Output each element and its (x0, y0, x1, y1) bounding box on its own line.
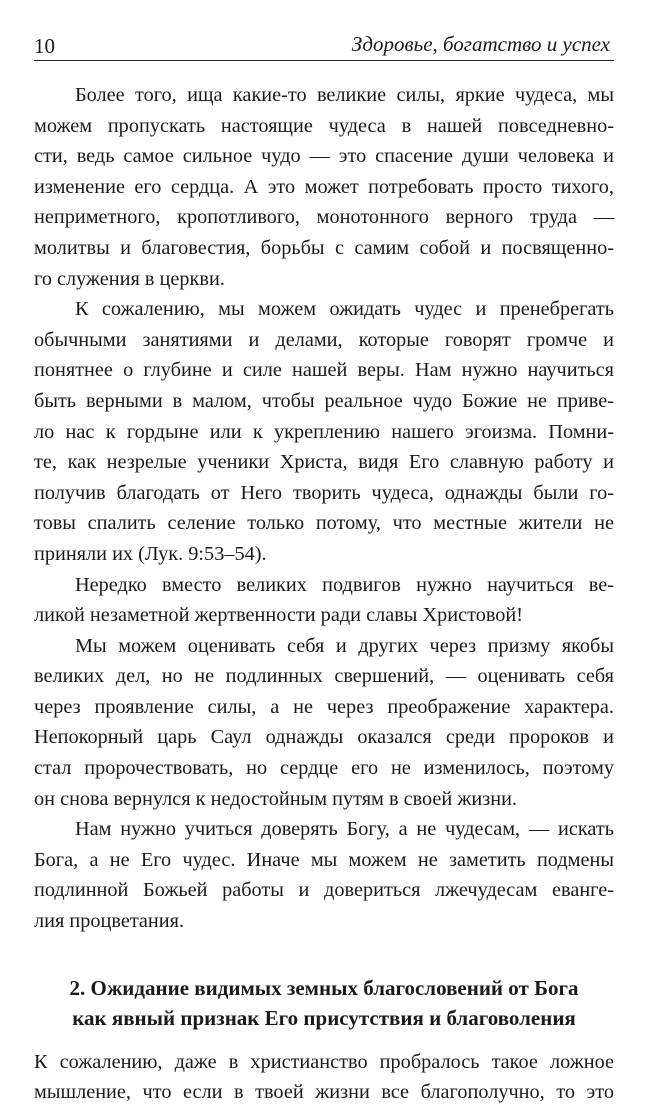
text-line: стал пророчествовать, но сердце его не изменилось, поэтому (34, 757, 614, 780)
section-heading (34, 973, 614, 1033)
text-line: обычными занятиями и делами, которые говорят громче и (34, 328, 614, 351)
text-line: те, как незрелые ученики Христа, видя Его славную работу и (34, 451, 614, 474)
page-body (34, 80, 614, 1108)
text-line: изменение его сердца. А это может потребовать просто тихого, (34, 175, 614, 198)
page-header (34, 28, 614, 58)
text-line: К сожалению, даже в христианство пробралось такое ложное (34, 1050, 614, 1073)
text-line: Более того, ища какие-то великие силы, яркие чудеса, мы (75, 84, 614, 106)
text-line: он снова вернулся к недостойным путям в своей жизни. (34, 787, 517, 810)
paragraph-1 (34, 80, 614, 294)
section-heading-line: как явный признак Его присутствия и благоволения (72, 1005, 576, 1030)
paragraph-4 (34, 631, 614, 815)
text-line: великих дел, но не подлинных свершений, — оценивать себя (34, 665, 614, 688)
text-line: лия процветания. (34, 910, 185, 933)
text-line: быть верными в малом, чтобы реальное чудо Божие не приве- (34, 389, 614, 412)
text-line: товы спалить селение только потому, что местные жители не (34, 512, 614, 535)
text-line: ло нас к гордыне или к укреплению нашего эгоизма. Помни- (34, 420, 614, 443)
text-line: приняли их (Лук. 9:53–54). (34, 542, 267, 565)
text-line: сти, ведь самое сильное чудо — это спасение души человека и (34, 145, 614, 168)
text-line: получив благодать от Него творить чудеса, однажды были го- (34, 481, 614, 504)
paragraph-5 (34, 814, 614, 936)
paragraph-after-heading (34, 1047, 614, 1108)
text-line: го служения в церкви. (34, 267, 225, 290)
paragraph-2 (34, 294, 614, 569)
text-line: Мы можем оценивать себя и других через призму якобы (75, 634, 614, 657)
text-line: Непокорный царь Саул однажды оказался среди пророков и (34, 726, 614, 749)
text-line: молитвы и благовестия, борьбы с самим собой и посвященно- (34, 236, 614, 259)
paragraph-3 (34, 570, 614, 631)
text-line: К сожалению, мы можем ожидать чудес и пренебрегать (75, 298, 614, 321)
header-rule (34, 60, 614, 61)
text-line: ликой незаметной жертвенности ради славы Христовой! (34, 604, 524, 627)
text-line: Нам нужно учиться доверять Богу, а не чудесам, — искать (75, 818, 614, 841)
text-line: мышление, что если в твоей жизни все благополучно, то это (34, 1081, 614, 1104)
text-line: Нередко вместо великих подвигов нужно научиться ве- (75, 573, 614, 596)
text-line: неприметного, кропотливого, монотонного верного труда — (34, 206, 614, 229)
section-heading-line: 2. Ожидание видимых земных благословений от Бога (69, 975, 579, 1000)
running-title: Здоровье, богатство и успех (351, 32, 610, 56)
page-number: 10 (34, 34, 55, 58)
text-line: можем пропускать настоящие чудеса в нашей повседневно- (34, 114, 614, 137)
text-line: понятнее о глубине и силе нашей веры. Нам нужно научиться (34, 359, 614, 382)
text-line: Бога, а не Его чудес. Иначе мы можем не заметить подмены (34, 848, 614, 871)
text-line: через проявление силы, а не через преображение характера. (34, 695, 614, 718)
text-line: подлинной Божьей работы и довериться лжечудесам еванге- (34, 879, 614, 902)
